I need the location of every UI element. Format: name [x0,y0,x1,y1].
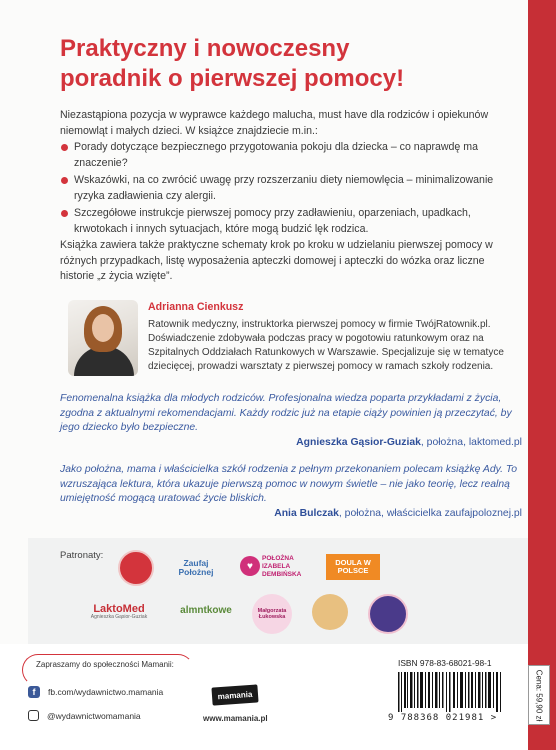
contents-paragraph: Książka zawiera także praktyczne schematy krok po kroku w udzielaniu pierwszej pomocy w różnych przypadkach, listę wyposażenia apteczki domowej i apteczki do wózka oraz liczne historie „z życia wzięte”. [60,239,493,282]
quote-author: Ania Bulczak [274,507,339,519]
price-text: Cena: 59,90 zł [534,669,544,721]
community-invite: Zapraszamy do społeczności Mamanii: [36,660,174,669]
bullet-dot-icon [61,144,68,151]
laktomed-logo: LaktoMed Agnieszka Gąsior-Guziak [90,602,148,620]
purple-badge-logo [368,594,408,634]
barcode [396,672,508,712]
doll-logo [312,594,348,630]
feature-text: Szczegółowe instrukcje pierwszej pomocy przy zadławieniu, oparzeniach, upadkach, krwotokach i innych sytuacjach, które mogą budzić lęk rodzica. [74,207,471,235]
headline-line-2: poradnik o pierwszej pomocy! [60,65,405,92]
almntkowe-logo: almntkowe [180,604,232,616]
feature-item [60,173,520,204]
facebook-url[interactable]: fb.com/wydawnictwo.mamania [48,687,164,697]
headline-line-1: Praktyczny i nowoczesny [60,35,350,62]
price-tag [528,665,550,725]
cover-headline [60,34,500,94]
author-name: Adrianna Cienkusz [148,301,244,313]
bullet-dot-icon [61,210,68,217]
quote-role: , położna, właścicielka zaufajpoloznej.pl [338,507,522,519]
red-spine-band [528,0,556,750]
quote-role: , położna, laktomed.pl [420,436,522,448]
testimonial-quote [60,392,522,450]
quote-text: Jako położna, mama i właścicielka szkół rodzenia z pełnym przekonaniem polecam książkę Ady. To wzruszająca lektura, która ukazuje pierwszą pomoc w nowym świetle – nie jako teorię, lecz realną umiejętność mogącą uratować życie bliskich. [60,464,518,505]
doula-w-polsce-logo: DOULA W POLSCE [326,554,380,580]
polozna-dembinska-logo: POŁOŻNA IZABELA DEMBIŃSKA [262,555,302,578]
community-frame [22,654,194,686]
facebook-link[interactable] [28,686,163,698]
barcode-digits: 9 788368 021981 > [388,713,498,723]
quote-text: Fenomenalna książka dla młodych rodziców. Profesjonalna wiedza poparta przykładami z życia, zgodna z aktualnymi rekomendacjami. Każdy rodzic już na etapie ciąży powinien ją przeczytać, by jego dziecko było bezpieczne. [60,393,512,434]
patrons-label: Patronaty: [60,550,104,561]
isbn-label: ISBN 978-83-68021-98-1 [398,658,492,668]
instagram-link[interactable] [28,710,141,721]
bullet-dot-icon [61,177,68,184]
instagram-handle[interactable]: @wydawnictwomamania [47,710,141,721]
testimonial-quote [60,463,522,521]
feature-text: Wskazówki, na co zwrócić uwagę przy rozszerzaniu diety niemowlęcia – minimalizowanie ryzyka zadławienia czy alergii. [74,174,494,202]
zaufaj-poloznej-logo: Zaufaj Położnej [178,558,214,577]
author-bio: Ratownik medyczny, instruktorka pierwszej pomocy w firmie TwójRatownik.pl. Doświadczenie zdobywała podczas pracy w pogotowiu ratunkowym oraz na Szpitalnych Oddziałach Ratunkowych w Warszawie. Specjalizuje się w tematyce dziecięcej, prowadzi warsztaty z pierwszej pomocy w ramach szkoły rodzenia. [148,319,504,372]
feature-list [60,140,520,239]
intro-paragraph: Niezastąpiona pozycja w wyprawce każdego malucha, must have dla rodziców i opiekunów niemowląt i małych dzieci. W książce znajdziecie m.in.: [60,109,489,137]
instagram-icon [28,710,39,721]
publisher-url[interactable]: www.mamania.pl [203,714,268,723]
feature-item [60,206,520,237]
feature-text: Porady dotyczące bezpiecznego przygotowania pokoju dla dziecka – co naprawdę ma znaczenie? [74,141,478,169]
mamania-logo: mamania [211,684,258,705]
heart-icon: ♥ [240,556,260,576]
facebook-icon: f [28,686,40,698]
quote-author: Agnieszka Gąsior-Guziak [296,436,421,448]
author-photo [68,300,138,376]
red-stamp-logo [118,550,154,586]
malgorzata-lukowska-logo: Małgorzata Łukowska [252,594,292,634]
feature-item [60,140,520,171]
